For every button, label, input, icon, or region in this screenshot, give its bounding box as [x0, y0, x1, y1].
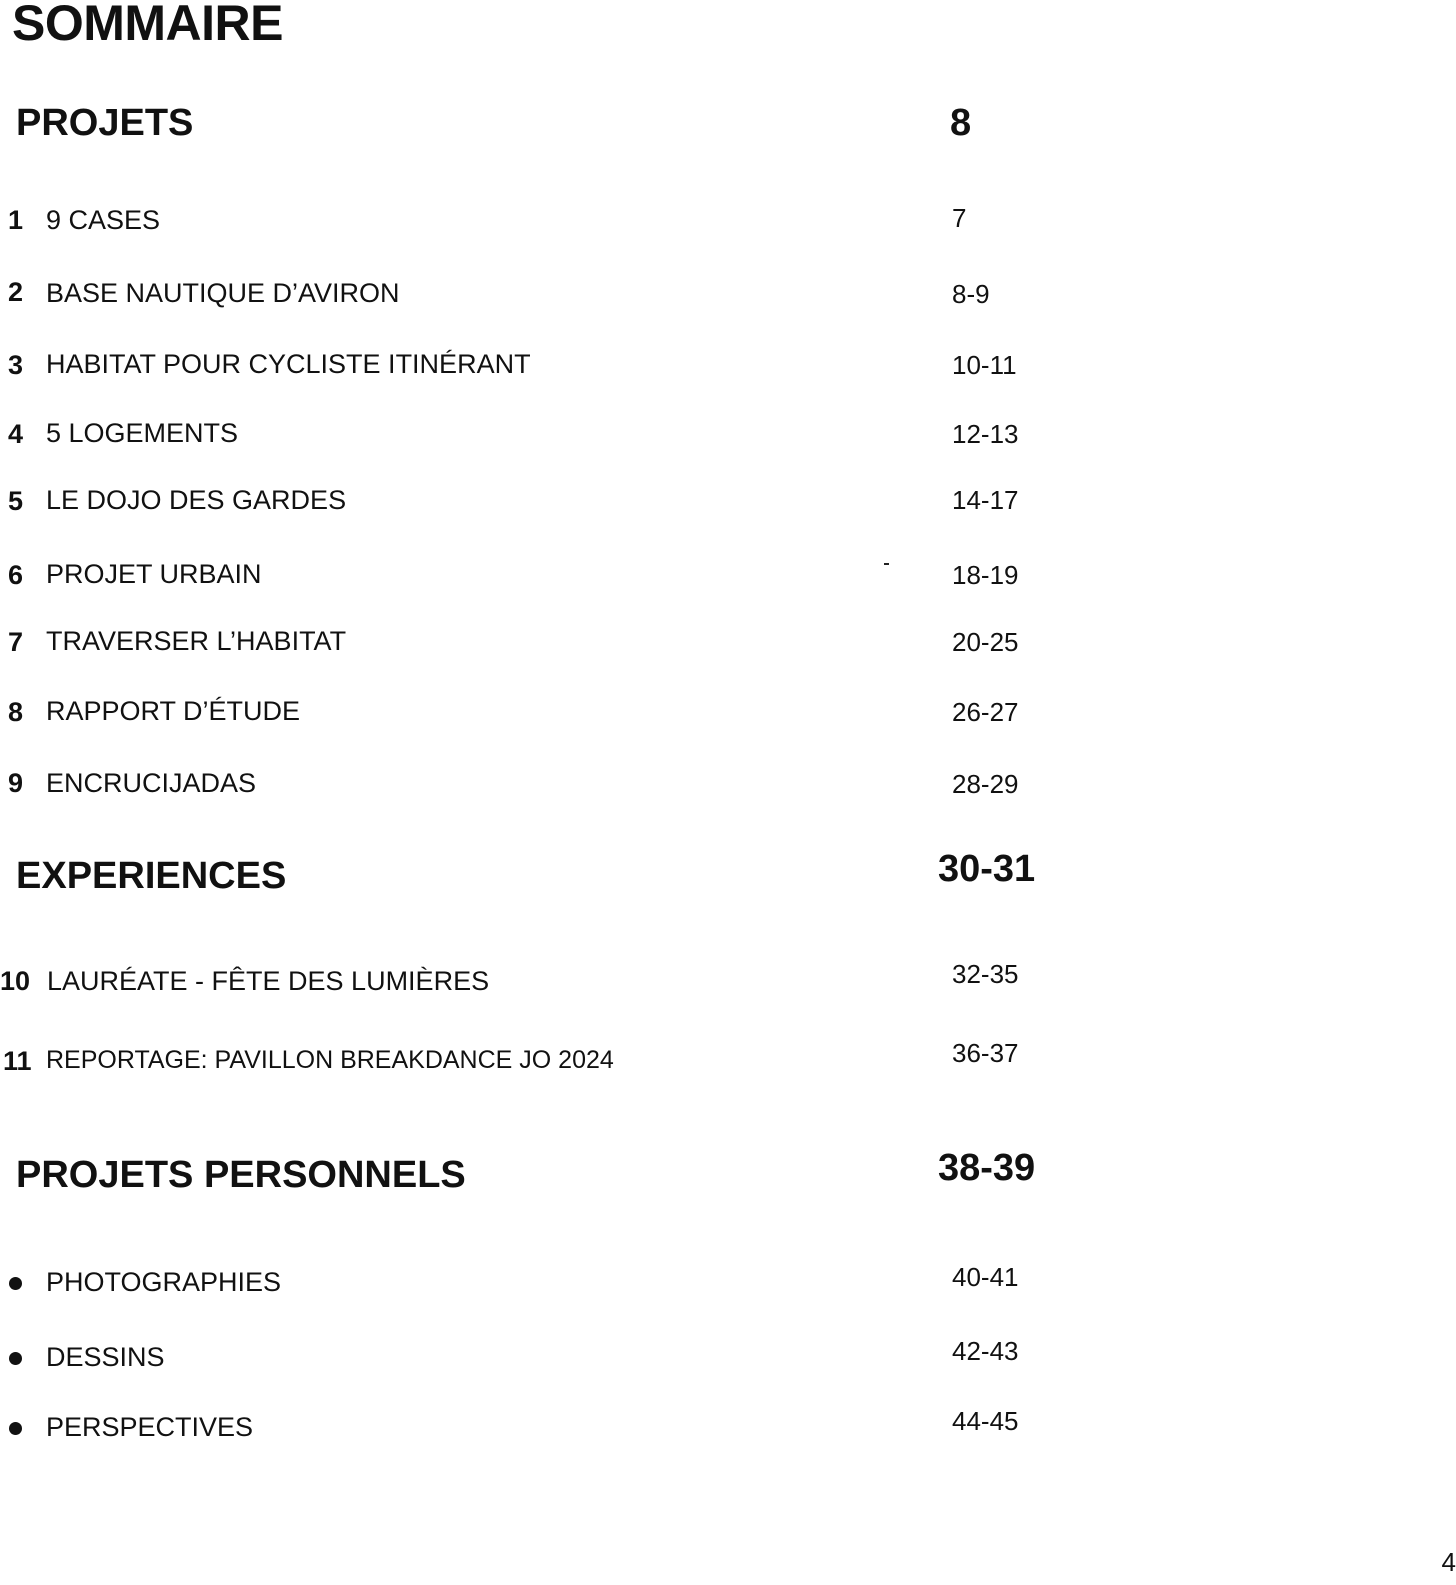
item-number: 6: [8, 560, 24, 590]
item-label: LE DOJO DES GARDES: [46, 485, 347, 515]
item-label: 5 LOGEMENTS: [46, 418, 239, 448]
item-number: 8: [8, 697, 24, 727]
section-title-experiences: EXPERIENCES: [16, 855, 287, 897]
item-number: 9: [8, 768, 24, 798]
page-title: SOMMAIRE: [12, 0, 283, 51]
item-number: 3: [8, 350, 24, 380]
bullet-icon: [9, 1352, 22, 1365]
bullet-icon: [9, 1422, 22, 1435]
item-number: 10: [0, 966, 31, 996]
item-label: PERSPECTIVES: [46, 1412, 254, 1442]
item-pages: 40-41: [952, 1262, 1019, 1292]
item-number: 1: [8, 205, 24, 235]
item-label: TRAVERSER L’HABITAT: [46, 626, 347, 656]
item-number: 5: [8, 486, 24, 516]
item-label: HABITAT POUR CYCLISTE ITINÉRANT: [46, 349, 531, 379]
item-pages: 18-19: [952, 560, 1019, 590]
section-pages-projets-personnels: 38-39: [938, 1147, 1036, 1189]
stray-mark: [884, 563, 889, 565]
item-pages: 44-45: [952, 1406, 1019, 1436]
item-label: DESSINS: [46, 1342, 165, 1372]
item-label: BASE NAUTIQUE D’AVIRON: [46, 278, 400, 308]
item-pages: 42-43: [952, 1336, 1019, 1366]
item-number: 7: [8, 627, 24, 657]
item-number: 4: [8, 419, 24, 449]
item-number: 11: [3, 1046, 32, 1076]
item-pages: 26-27: [952, 697, 1019, 727]
item-label: PROJET URBAIN: [46, 559, 262, 589]
item-pages: 8-9: [952, 279, 990, 309]
item-pages: 10-11: [952, 350, 1017, 380]
item-label: REPORTAGE: PAVILLON BREAKDANCE JO 2024: [46, 1046, 614, 1074]
item-label: ENCRUCIJADAS: [46, 768, 257, 798]
item-pages: 36-37: [952, 1038, 1019, 1068]
item-label: PHOTOGRAPHIES: [46, 1267, 282, 1297]
item-pages: 7: [952, 203, 967, 233]
section-title-projets: PROJETS: [16, 102, 194, 144]
item-pages: 32-35: [952, 959, 1019, 989]
item-label: 9 CASES: [46, 205, 161, 235]
item-pages: 28-29: [952, 769, 1019, 799]
section-pages-experiences: 30-31: [938, 848, 1036, 890]
bullet-icon: [9, 1277, 22, 1290]
item-pages: 14-17: [952, 485, 1019, 515]
item-label: RAPPORT D’ÉTUDE: [46, 696, 301, 726]
item-label: LAURÉATE - FÊTE DES LUMIÈRES: [47, 966, 490, 996]
item-pages: 12-13: [952, 419, 1019, 449]
section-title-projets-personnels: PROJETS PERSONNELS: [16, 1154, 466, 1196]
page-number: 4: [1441, 1547, 1456, 1577]
item-pages: 20-25: [952, 627, 1019, 657]
section-pages-projets: 8: [950, 102, 972, 144]
item-number: 2: [8, 277, 24, 307]
